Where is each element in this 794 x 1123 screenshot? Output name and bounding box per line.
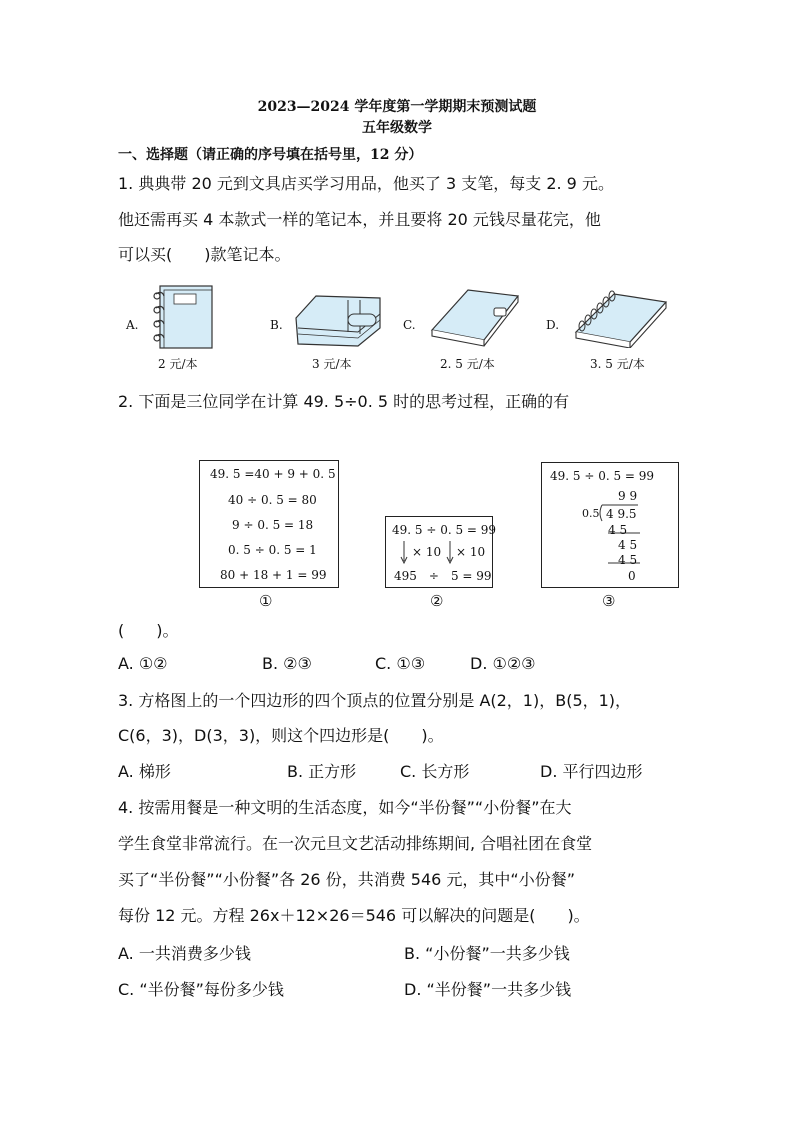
q3-option-d[interactable]: D. 平行四边形 — [540, 762, 643, 781]
box1-line: 9 ÷ 0. 5 = 18 — [232, 518, 314, 532]
box2-mult-right: × 10 — [456, 545, 486, 559]
box-label: ① — [259, 592, 273, 610]
ring-notebook-icon — [570, 286, 670, 348]
q1-option-letter: A. — [126, 318, 139, 332]
q2-option-d[interactable]: D. ①②③ — [470, 654, 536, 673]
page-title: 2023—2024 学年度第一学期期末预测试题 — [257, 99, 537, 115]
box3-top: 49. 5 ÷ 0. 5 = 99 — [550, 469, 655, 483]
thinking-box-2 — [385, 516, 497, 588]
q2-bracket: ( )。 — [118, 621, 179, 640]
q3-option-c[interactable]: C. 长方形 — [400, 762, 470, 781]
q1-option-price: 3 元/本 — [312, 357, 352, 371]
q4-option-c[interactable]: C. “半份餐”每份多少钱 — [118, 980, 284, 999]
page-subtitle: 五年级数学 — [362, 120, 432, 136]
q2-line: 2. 下面是三位同学在计算 49. 5÷0. 5 时的思考过程，正确的有 — [118, 392, 570, 411]
q4-option-a[interactable]: A. 一共消费多少钱 — [118, 944, 251, 963]
q1-line-2: 他还需再买 4 本款式一样的笔记本，并且要将 20 元钱尽量花完，他 — [118, 210, 601, 229]
box-label: ③ — [602, 592, 616, 610]
q4-line-4: 每份 12 元。方程 26x＋12×26＝546 可以解决的问题是( )。 — [118, 906, 590, 925]
box2-top: 49. 5 ÷ 0. 5 = 99 — [392, 523, 497, 537]
q3-line-2: C(6，3)，D(3，3)，则这个四边形是( )。 — [118, 726, 444, 745]
q2-option-b[interactable]: B. ②③ — [262, 654, 312, 673]
q4-line-3: 买了“半份餐”“小份餐”各 26 份，共消费 546 元，其中“小份餐” — [118, 870, 575, 889]
q4-option-b[interactable]: B. “小份餐”一共多少钱 — [404, 944, 570, 963]
q1-option-price: 2. 5 元/本 — [440, 357, 495, 371]
box1-line: 0. 5 ÷ 0. 5 = 1 — [228, 543, 317, 557]
q4-line-1: 4. 按需用餐是一种文明的生活态度，如今“半份餐”“小份餐”在大 — [118, 798, 572, 817]
box1-line: 40 ÷ 0. 5 = 80 — [228, 493, 317, 507]
section-heading: 一、选择题（请正确的序号填在括号里，12 分） — [118, 147, 423, 163]
box2-bottom: 495 ÷ 5 = 99 — [394, 569, 492, 583]
q1-option-letter: D. — [546, 318, 560, 332]
box2-mult-left: × 10 — [412, 545, 442, 559]
box-label: ② — [430, 592, 444, 610]
box3-divisor: 0.5 — [582, 507, 600, 520]
q1-option-letter: B. — [270, 318, 283, 332]
q2-option-c[interactable]: C. ①③ — [375, 654, 426, 673]
clasp-notebook-icon — [426, 286, 522, 348]
q1-line-3: 可以买( )款笔记本。 — [118, 245, 291, 264]
box3-quotient: 9 9 — [618, 489, 638, 503]
q1-line-1: 1. 典典带 20 元到文具店买学习用品，他买了 3 支笔，每支 2. 9 元。 — [118, 174, 614, 193]
q1-option-letter: C. — [403, 318, 416, 332]
thinking-box-3 — [541, 462, 679, 588]
box3-remainder: 0 — [628, 569, 636, 583]
q2-option-a[interactable]: A. ①② — [118, 654, 168, 673]
q3-line-1: 3. 方格图上的一个四边形的四个顶点的位置分别是 A(2，1)，B(5，1)， — [118, 691, 632, 710]
q1-option-price: 2 元/本 — [158, 357, 198, 371]
box3-step: 4 5 — [618, 538, 638, 552]
q4-option-d[interactable]: D. “半份餐”一共多少钱 — [404, 980, 572, 999]
box3-step: 4 5 — [608, 523, 628, 537]
q1-option-price: 3. 5 元/本 — [590, 357, 645, 371]
spiral-notebook-icon — [150, 282, 216, 352]
box3-step: 4 5 — [618, 553, 638, 567]
q4-line-2: 学生食堂非常流行。在一次元旦文艺活动排练期间, 合唱社团在食堂 — [118, 834, 593, 853]
q1-options — [118, 282, 678, 377]
box1-line: 80 + 18 + 1 = 99 — [220, 568, 327, 582]
q3-option-a[interactable]: A. 梯形 — [118, 762, 171, 781]
box1-line: 49. 5 =40 + 9 + 0. 5 — [210, 467, 336, 481]
strap-notebook-icon — [288, 288, 388, 350]
thinking-box-1 — [199, 460, 339, 588]
box3-dividend: 4 9.5 — [606, 507, 637, 521]
q3-option-b[interactable]: B. 正方形 — [287, 762, 357, 781]
